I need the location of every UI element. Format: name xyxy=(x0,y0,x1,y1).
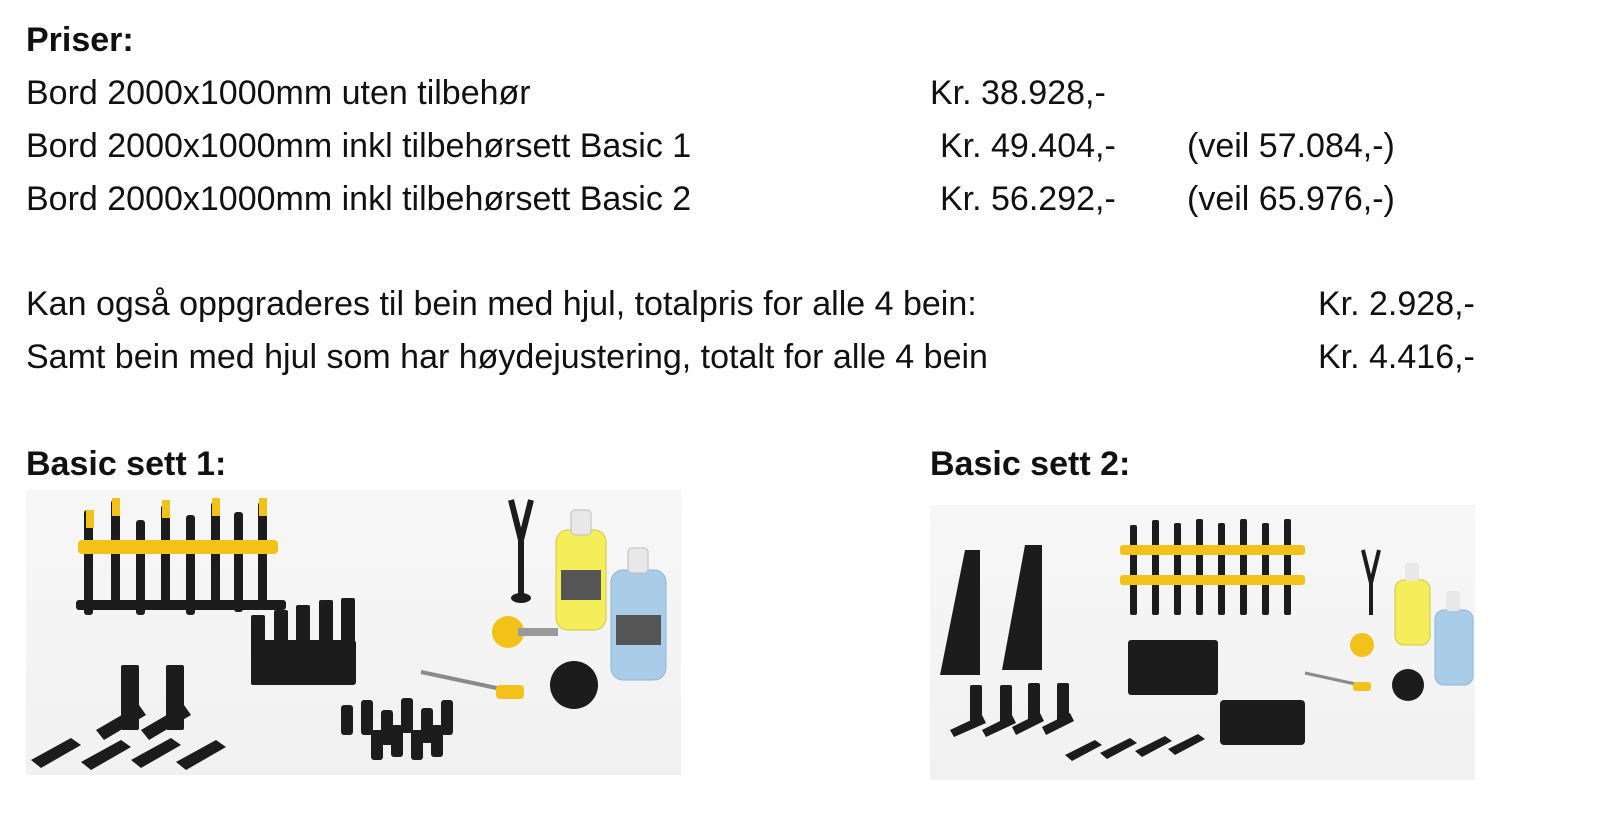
price-row-list-price: (veil 57.084,-) xyxy=(1187,127,1395,165)
basic-set-2-image xyxy=(930,505,1475,780)
spray-bottles-group xyxy=(1395,563,1473,685)
squares-group xyxy=(940,545,1042,675)
upgrade-row-label: Kan også oppgraderes til bein med hjul, totalpris for alle 4 bein: xyxy=(26,285,977,323)
clamps-group xyxy=(76,498,286,615)
set-1-title: Basic sett 1: xyxy=(26,445,227,483)
price-row-list-price: (veil 65.976,-) xyxy=(1187,180,1395,218)
upgrade-row-price: Kr. 2.928,- xyxy=(1318,285,1475,323)
set-2-title: Basic sett 2: xyxy=(930,445,1131,483)
basic-set-1-image xyxy=(26,490,681,775)
price-row-price: Kr. 49.404,- xyxy=(940,127,1116,165)
slot-blocks-group xyxy=(1065,734,1205,761)
price-row-label: Bord 2000x1000mm inkl tilbehørsett Basic 1 xyxy=(26,127,692,165)
price-row-label: Bord 2000x1000mm uten tilbehør xyxy=(26,74,531,112)
slotted-stops-group xyxy=(251,598,356,685)
page-title: Priser: xyxy=(26,21,134,59)
upgrade-row-label: Samt bein med hjul som har høydejustering, totalt for alle 4 bein xyxy=(26,338,988,376)
clamps-group xyxy=(1120,519,1305,615)
upgrade-row-price: Kr. 4.416,- xyxy=(1318,338,1475,376)
bolts-group xyxy=(341,698,453,760)
price-row-label: Bord 2000x1000mm inkl tilbehørsett Basic 2 xyxy=(26,180,692,218)
slotted-stops-group xyxy=(1128,640,1218,695)
y-stand-group xyxy=(511,500,531,595)
bolts-group xyxy=(1220,700,1305,745)
slot-blocks-group xyxy=(31,738,226,770)
angles-group xyxy=(950,683,1074,737)
price-row-price: Kr. 38.928,- xyxy=(930,74,1106,112)
angles-group xyxy=(96,665,191,740)
spray-bottles-group xyxy=(556,510,666,680)
price-row-price: Kr. 56.292,- xyxy=(940,180,1116,218)
